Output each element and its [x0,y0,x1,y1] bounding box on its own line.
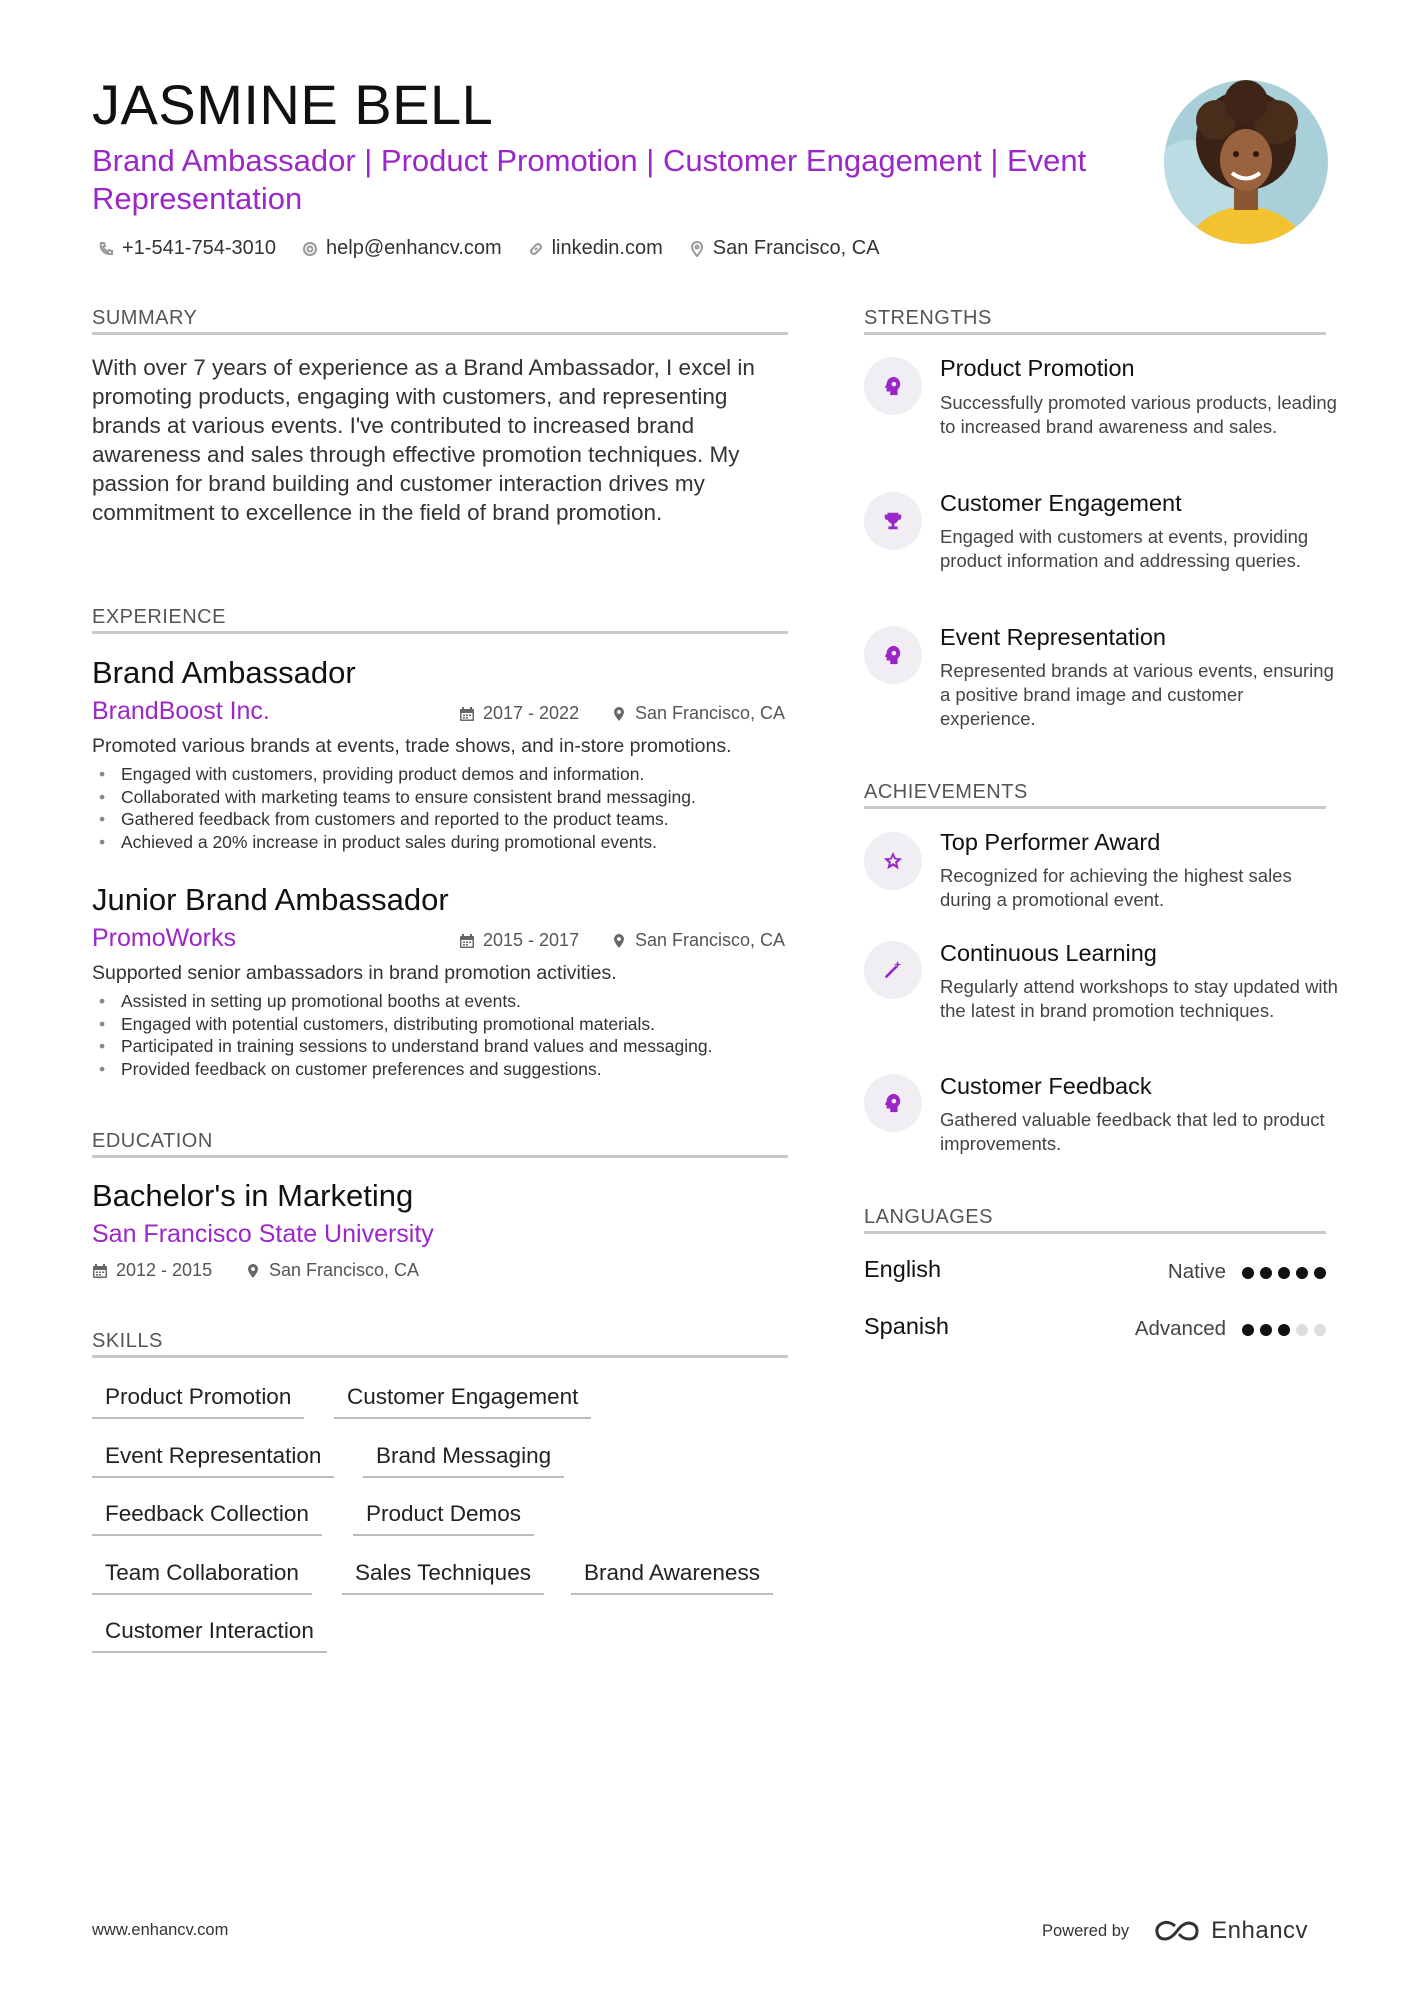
list-item: • Provided feedback on customer preferences and suggestions. [92,1058,712,1081]
job-dates [459,930,579,951]
summary-heading: SUMMARY [92,307,198,329]
rating-dot-filled [1296,1267,1308,1279]
job-title: Junior Brand Ambassador [92,882,449,917]
linkedin-text: linkedin.com [551,237,663,259]
rating-dot-filled [1278,1267,1290,1279]
skills-heading: SKILLS [92,1330,163,1352]
rating-dot-empty [1296,1324,1308,1336]
job-location-text: San Francisco, CA [635,930,786,950]
achievements-heading: ACHIEVEMENTS [864,781,1028,803]
list-item: • Gathered feedback from customers and reported to the product teams. [92,808,696,831]
skill-tag: Brand Awareness [571,1560,773,1595]
strength-title: Product Promotion [940,355,1135,381]
job-dates [459,703,579,724]
strength-icon-badge [864,492,922,550]
location-pin-icon [611,933,627,949]
skill-tag: Event Representation [92,1443,334,1478]
skill-tag: Feedback Collection [92,1501,322,1536]
achievement-title: Top Performer Award [940,829,1161,855]
phone-icon [98,241,114,257]
achievement-icon-badge [864,832,922,890]
education-divider [92,1155,788,1158]
skill-tag: Team Collaboration [92,1560,312,1595]
enhancv-mark-icon [1153,1919,1201,1943]
skill-tag: Sales Techniques [342,1560,544,1595]
skill-tag: Product Promotion [92,1384,304,1419]
education-location-text: San Francisco, CA [269,1260,420,1280]
achievement-title: Continuous Learning [940,940,1157,966]
brand-name: Enhancv [1211,1917,1309,1944]
candidate-name: JASMINE BELL [92,73,494,136]
language-level: Native [1167,1260,1226,1283]
language-name: Spanish [864,1313,949,1339]
strength-title: Event Representation [940,624,1167,650]
achievements-divider [864,806,1326,809]
job-description: Supported senior ambassadors in brand promotion activities. [92,962,617,984]
link-icon [528,241,544,257]
rating-dot-empty [1314,1324,1326,1336]
language-rating [1242,1324,1326,1336]
footer-website[interactable]: www.enhancv.com [92,1921,229,1939]
job-location-text: San Francisco, CA [635,703,786,723]
job-dates-text: 2015 - 2017 [483,930,580,950]
strength-description: Represented brands at various events, ensuring a positive brand image and customer experience. [940,660,1334,729]
achievement-icon-badge [864,1074,922,1132]
contact-phone[interactable] [98,237,276,260]
calendar-icon [459,933,475,949]
head-icon [882,375,904,397]
education-dates [92,1260,212,1281]
contact-bar [98,237,880,260]
enhancv-logo[interactable] [1153,1917,1308,1945]
job-title: Brand Ambassador [92,655,356,690]
languages-heading: LANGUAGES [864,1206,993,1228]
contact-location [689,237,880,260]
location-text: San Francisco, CA [712,237,880,259]
strengths-divider [864,332,1326,335]
powered-by-label: Powered by [1042,1921,1130,1940]
headline: Brand Ambassador | Product Promotion | Customer Engagement | Event Representation [92,143,1087,216]
at-icon [302,241,318,257]
job-bullets [92,763,696,853]
footer-branding [1042,1917,1308,1945]
job-dates-text: 2017 - 2022 [483,703,580,723]
education-dates-text: 2012 - 2015 [116,1260,213,1280]
wand-icon [882,959,904,981]
school-name: San Francisco State University [92,1220,434,1248]
achievement-description: Recognized for achieving the highest sales during a promotional event. [940,865,1292,910]
rating-dot-filled [1242,1324,1254,1336]
strength-icon-badge [864,357,922,415]
achievement-description: Gathered valuable feedback that led to product improvements. [940,1109,1325,1154]
achievement-description: Regularly attend workshops to stay updated with the latest in brand promotion techniques. [940,976,1338,1021]
company-name: PromoWorks [92,924,237,952]
achievement-icon-badge [864,941,922,999]
skill-tag: Product Demos [353,1501,534,1536]
experience-divider [92,631,788,634]
list-item: • Engaged with customers, providing product demos and information. [92,763,696,786]
strength-description: Successfully promoted various products, leading to increased brand awareness and sales. [940,392,1337,437]
job-description: Promoted various brands at events, trade shows, and in-store promotions. [92,735,732,757]
language-rating [1242,1267,1326,1279]
rating-dot-filled [1260,1267,1272,1279]
contact-linkedin[interactable] [528,237,663,260]
location-pin-icon [611,706,627,722]
list-item: • Participated in training sessions to understand brand values and messaging. [92,1035,712,1058]
strengths-heading: STRENGTHS [864,307,992,329]
list-item: • Collaborated with marketing teams to ensure consistent brand messaging. [92,786,696,809]
skills-divider [92,1355,788,1358]
rating-dot-filled [1260,1324,1272,1336]
skill-tag: Brand Messaging [363,1443,564,1478]
contact-email[interactable] [302,237,502,260]
profile-photo [1164,80,1328,244]
strength-description: Engaged with customers at events, providing product information and addressing queries. [940,526,1309,571]
job-bullets [92,990,712,1080]
calendar-icon [92,1263,108,1279]
trophy-icon [882,510,904,532]
strength-icon-badge [864,626,922,684]
education-location [245,1260,419,1281]
job-location [611,930,785,951]
job-location [611,703,785,724]
skill-tag: Customer Engagement [334,1384,591,1419]
rating-dot-filled [1278,1324,1290,1336]
location-pin-icon [245,1263,261,1279]
language-name: English [864,1256,942,1282]
phone-text: +1-541-754-3010 [122,237,277,259]
list-item: • Achieved a 20% increase in product sales during promotional events. [92,831,696,854]
education-heading: EDUCATION [92,1130,213,1152]
summary-text: With over 7 years of experience as a Brand Ambassador, I excel in promoting products, engaging with customers, and representing brands at various events. I've contributed to increased brand awareness and sales through effective promotion techniques. My passion for brand building and customer interaction drives my commitment to excellence in the field of brand promotion. [92,355,755,525]
list-item: • Assisted in setting up promotional booths at events. [92,990,712,1013]
rating-dot-filled [1242,1267,1254,1279]
star-icon [882,850,904,872]
calendar-icon [459,706,475,722]
head-icon [882,644,904,666]
company-name: BrandBoost Inc. [92,697,270,725]
head-icon [882,1092,904,1114]
skill-tag: Customer Interaction [92,1618,327,1653]
languages-divider [864,1231,1326,1234]
language-level: Advanced [1134,1317,1226,1340]
location-pin-icon [689,241,705,257]
summary-divider [92,332,788,335]
email-text: help@enhancv.com [326,237,502,259]
degree-title: Bachelor's in Marketing [92,1178,414,1213]
list-item: • Engaged with potential customers, distributing promotional materials. [92,1013,712,1036]
strength-title: Customer Engagement [940,490,1182,516]
rating-dot-filled [1314,1267,1326,1279]
experience-heading: EXPERIENCE [92,606,226,628]
achievement-title: Customer Feedback [940,1073,1152,1099]
